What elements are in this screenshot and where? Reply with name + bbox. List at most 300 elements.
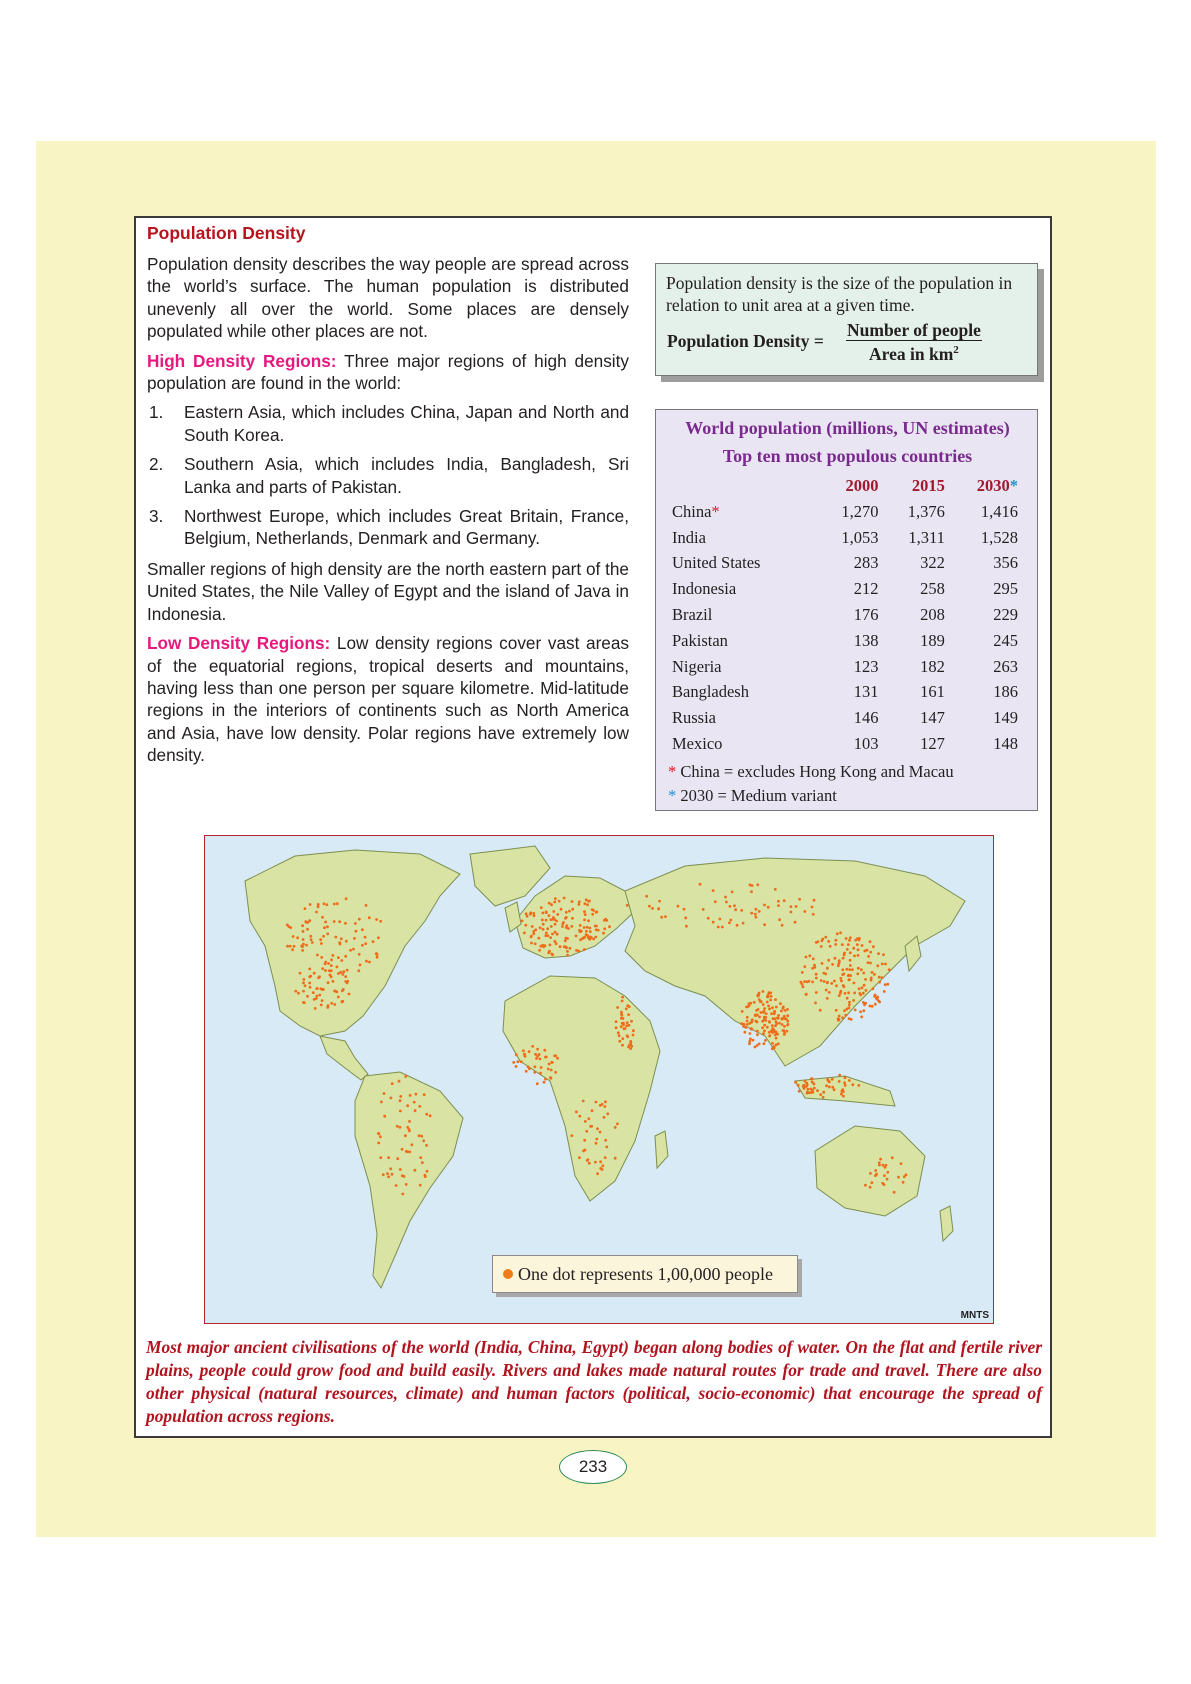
population-dot [632, 1034, 635, 1037]
population-dot [585, 930, 588, 933]
population-dot [756, 1021, 759, 1024]
population-dot [884, 983, 887, 986]
europe-landmass [515, 876, 635, 958]
population-dot [620, 1025, 623, 1028]
table-subtitle: Top ten most populous countries [722, 446, 973, 466]
population-dot [811, 967, 814, 970]
population-dot [348, 993, 351, 996]
population-dot [766, 995, 769, 998]
population-dot [773, 1010, 776, 1013]
population-dot [783, 1025, 786, 1028]
population-dot [626, 1004, 629, 1007]
population-dot [839, 992, 842, 995]
population-dot [525, 912, 528, 915]
population-dot [337, 996, 340, 999]
population-dot [803, 965, 806, 968]
population-dot [309, 986, 312, 989]
year-header: 2030* [976, 476, 1018, 495]
population-dot [320, 956, 323, 959]
world-population-map [204, 835, 994, 1324]
value-cell: 258 [920, 579, 945, 599]
text-column [147, 222, 629, 774]
population-dot [864, 1184, 867, 1187]
population-dot [714, 900, 717, 903]
population-dot [556, 933, 559, 936]
population-dot [542, 928, 545, 931]
population-dot [537, 937, 540, 940]
population-dot [333, 903, 336, 906]
population-dot [778, 918, 781, 921]
population-dot [614, 1157, 617, 1160]
population-dot [853, 955, 856, 958]
population-dot [741, 1010, 744, 1013]
population-dot [301, 924, 304, 927]
population-dot [340, 959, 343, 962]
population-dot [584, 1149, 587, 1152]
population-dot [834, 943, 837, 946]
population-dot [764, 1039, 767, 1042]
population-dot [364, 936, 367, 939]
population-dot [825, 989, 828, 992]
population-dot [608, 925, 611, 928]
population-dot [664, 915, 667, 918]
population-dot [626, 1035, 629, 1038]
population-dot [811, 1091, 814, 1094]
population-dot [783, 899, 786, 902]
population-dot [587, 1158, 590, 1161]
population-dot [591, 1109, 594, 1112]
population-dot [831, 1086, 834, 1089]
population-dot [565, 911, 568, 914]
population-dot [425, 1144, 428, 1147]
population-dot [817, 940, 820, 943]
population-dot [539, 926, 542, 929]
population-dot [354, 922, 357, 925]
map-svg [205, 836, 994, 1324]
value-cell: 322 [920, 553, 945, 573]
population-dot [888, 968, 891, 971]
population-dot [556, 913, 559, 916]
population-dot [863, 950, 866, 953]
population-dot [326, 933, 329, 936]
population-dot [625, 1024, 628, 1027]
population-dot [768, 1008, 771, 1011]
population-dot [325, 903, 328, 906]
population-dot [414, 1169, 417, 1172]
population-dot [327, 981, 330, 984]
population-dot [750, 890, 753, 893]
population-dot [763, 1007, 766, 1010]
population-dot [399, 1095, 402, 1098]
population-dot [386, 1172, 389, 1175]
population-dot [604, 1100, 607, 1103]
population-dot [824, 973, 827, 976]
population-dot [869, 1172, 872, 1175]
population-dot [377, 1142, 380, 1145]
population-dot [859, 1010, 862, 1013]
population-dot [881, 976, 884, 979]
population-dot [852, 999, 855, 1002]
population-dot [587, 919, 590, 922]
population-dot [549, 936, 552, 939]
population-dot [864, 978, 867, 981]
population-dot [830, 982, 833, 985]
population-dot [599, 1167, 602, 1170]
population-dot [877, 952, 880, 955]
population-dot [876, 964, 879, 967]
population-dot [801, 971, 804, 974]
population-dot [552, 910, 555, 913]
population-dot [324, 921, 327, 924]
population-dot [838, 994, 841, 997]
population-dot [848, 1079, 851, 1082]
definition-box [655, 263, 1038, 376]
population-dot [299, 972, 302, 975]
population-dot [869, 1005, 872, 1008]
country-cell: Russia [672, 708, 717, 728]
population-dot [599, 1131, 602, 1134]
population-dot [624, 1027, 627, 1030]
population-dot [534, 942, 537, 945]
value-cell: 149 [993, 708, 1018, 728]
population-dot [766, 1001, 769, 1004]
population-dot [554, 931, 557, 934]
population-dot [361, 944, 364, 947]
population-dot [375, 952, 378, 955]
population-dot [811, 981, 814, 984]
population-dot [816, 1089, 819, 1092]
population-dot [561, 925, 564, 928]
table-row [670, 576, 1020, 602]
population-dot [551, 953, 554, 956]
population-dot [318, 975, 321, 978]
map-legend [492, 1255, 798, 1293]
population-dot [845, 937, 848, 940]
population-dot [409, 1094, 412, 1097]
population-dot [745, 1006, 748, 1009]
population-dot [763, 1024, 766, 1027]
population-dot [534, 928, 537, 931]
value-cell: 103 [853, 734, 879, 754]
population-dot [292, 935, 295, 938]
definition-text: Population density is the size of the population in relation to unit area at a given time. [666, 273, 1013, 315]
population-dot [828, 1086, 831, 1089]
population-dot [361, 928, 364, 931]
population-dot [685, 925, 688, 928]
population-dot [291, 948, 294, 951]
population-dot [844, 1076, 847, 1079]
population-dot [883, 990, 886, 993]
population-dot [379, 1156, 382, 1159]
population-dot [771, 1006, 774, 1009]
population-dot [837, 964, 840, 967]
table-header-row [670, 473, 1020, 499]
value-cell: 263 [993, 656, 1018, 676]
population-dot [533, 914, 536, 917]
population-dot [603, 1105, 606, 1108]
population-dot [316, 954, 319, 957]
country-cell: Indonesia [672, 579, 737, 599]
population-dot [404, 1075, 407, 1078]
population-dot [779, 1002, 782, 1005]
list-text: Southern Asia, which includes India, Bangladesh, Sri Lanka and parts of Pakistan. [184, 454, 629, 497]
formula-fraction [846, 321, 982, 364]
population-dot [762, 1032, 765, 1035]
population-dot [790, 911, 793, 914]
population-dot [344, 922, 347, 925]
population-dot [578, 929, 581, 932]
population-dot [826, 981, 829, 984]
population-dot [304, 907, 307, 910]
population-dot [802, 986, 805, 989]
country-cell: Nigeria [672, 656, 722, 676]
population-dot [862, 1009, 865, 1012]
population-dot [767, 1005, 770, 1008]
population-dot [798, 1090, 801, 1093]
population-dot [763, 904, 766, 907]
population-dot [352, 948, 355, 951]
population-dot [886, 1178, 889, 1181]
population-dot [755, 1014, 758, 1017]
population-dot [808, 954, 811, 957]
population-dot [618, 1040, 621, 1043]
population-dot [838, 1080, 841, 1083]
population-dot [849, 959, 852, 962]
population-dot [840, 980, 843, 983]
population-dot [528, 1050, 531, 1053]
population-dot [596, 1172, 599, 1175]
population-dot [883, 1174, 886, 1177]
population-dot [587, 1117, 590, 1120]
population-dot [648, 905, 651, 908]
population-dot [582, 1100, 585, 1103]
population-dot [545, 932, 548, 935]
population-dot [558, 900, 561, 903]
population-dot [341, 973, 344, 976]
population-dot [756, 883, 759, 886]
population-dot [742, 922, 745, 925]
country-cell: India [672, 527, 706, 547]
population-dot [379, 920, 382, 923]
population-dot [380, 1101, 383, 1104]
population-dot [527, 1065, 530, 1068]
population-dot [777, 904, 780, 907]
population-dot [532, 932, 535, 935]
population-dot [756, 1033, 759, 1036]
value-cell: 1,311 [908, 527, 945, 547]
population-dot [827, 940, 830, 943]
population-dot [323, 902, 326, 905]
population-dot [874, 1174, 877, 1177]
population-dot [529, 913, 532, 916]
table-row [670, 551, 1020, 577]
population-dot [399, 1126, 402, 1129]
table-row [670, 654, 1020, 680]
population-dot [859, 992, 862, 995]
population-dot [405, 1150, 408, 1153]
population-dot [878, 1001, 881, 1004]
table-title: World population (millions, UN estimates) [685, 418, 1010, 438]
population-dot [297, 992, 300, 995]
australia-landmass [815, 1126, 925, 1216]
list-number: 2. [149, 454, 164, 475]
population-dot [752, 1039, 755, 1042]
population-dot [861, 986, 864, 989]
population-dot [338, 941, 341, 944]
population-dot [841, 973, 844, 976]
population-dot [584, 902, 587, 905]
africa-landmass [503, 976, 660, 1201]
figure-caption: Most major ancient civilisations of the world (India, China, Egypt) began along bodies of water. On the flat and fertile river plains, people could grow food and build easily. Rivers and lakes made natural routes for trade and travel. There are also other physical (natural resources, climate) and human factors (political, socio-economic) that encourage the spread of population across regions. [146, 1337, 1042, 1426]
population-dot [777, 900, 780, 903]
population-dot [626, 904, 629, 907]
population-dot [577, 950, 580, 953]
population-dot [797, 1084, 800, 1087]
population-dot [768, 1020, 771, 1023]
population-dot [601, 1103, 604, 1106]
population-table-box [655, 409, 1038, 811]
population-dot [820, 979, 823, 982]
population-dot [754, 913, 757, 916]
population-dot [621, 1037, 624, 1040]
population-dot [359, 964, 362, 967]
population-dot [878, 976, 881, 979]
population-dot [813, 1083, 816, 1086]
population-dot [308, 968, 311, 971]
population-dot [544, 1056, 547, 1059]
high-density-label: High Density Regions: [147, 350, 337, 371]
population-dot [857, 954, 860, 957]
population-dot [585, 898, 588, 901]
map-credit: MNTS [960, 1310, 989, 1321]
population-dot [677, 905, 680, 908]
population-dot [831, 963, 834, 966]
population-dot [333, 920, 336, 923]
population-dot [734, 908, 737, 911]
population-dot [835, 939, 838, 942]
population-dot [565, 916, 568, 919]
population-dot [396, 1157, 399, 1160]
population-dot [548, 914, 551, 917]
population-dot [821, 939, 824, 942]
population-dot [383, 1115, 386, 1118]
population-dot [846, 948, 849, 951]
population-dot [578, 903, 581, 906]
population-dot [849, 936, 852, 939]
population-dot [531, 1045, 534, 1048]
population-dot [874, 994, 877, 997]
population-dot [540, 906, 543, 909]
population-dot [413, 1101, 416, 1104]
population-dot [879, 1158, 882, 1161]
population-dot [774, 888, 777, 891]
population-dot [389, 1167, 392, 1170]
population-dot [345, 940, 348, 943]
population-dot [533, 1071, 536, 1074]
population-dot [308, 919, 311, 922]
population-dot [867, 961, 870, 964]
population-dot [829, 945, 832, 948]
population-dot [419, 1184, 422, 1187]
population-dot [387, 1156, 390, 1159]
population-dot [794, 1081, 797, 1084]
population-dot [601, 1164, 604, 1167]
population-dot [841, 1090, 844, 1093]
population-dot [418, 1105, 421, 1108]
population-dot [871, 1181, 874, 1184]
population-dot [746, 1023, 749, 1026]
high-density-list [147, 401, 629, 549]
population-dot [773, 1017, 776, 1020]
population-dot [560, 908, 563, 911]
population-dot [555, 920, 558, 923]
population-dot [570, 1134, 573, 1137]
population-dot [595, 911, 598, 914]
population-dot [334, 936, 337, 939]
population-dot [844, 1084, 847, 1087]
population-dot [541, 944, 544, 947]
population-dot [763, 923, 766, 926]
population-dot [396, 1125, 399, 1128]
value-cell: 176 [853, 605, 879, 625]
population-dot [563, 897, 566, 900]
smaller-regions-paragraph: Smaller regions of high density are the north eastern part of the United States, the Nile Valley of Egypt and the island of Java in Indonesia. [147, 558, 629, 624]
population-dot [399, 1099, 402, 1102]
population-dot [595, 1101, 598, 1104]
population-dot [773, 1046, 776, 1049]
population-dot [841, 1016, 844, 1019]
population-dot [751, 1028, 754, 1031]
population-dot [812, 913, 815, 916]
population-dot [768, 1034, 771, 1037]
population-dot [900, 1162, 903, 1165]
population-dot [805, 956, 808, 959]
population-dot [303, 1001, 306, 1004]
population-dot [848, 978, 851, 981]
population-dot [368, 916, 371, 919]
population-dot [415, 1093, 418, 1096]
population-dot [592, 938, 595, 941]
population-dot [808, 980, 811, 983]
population-dot [536, 1082, 539, 1085]
population-dot [534, 1065, 537, 1068]
population-dot [536, 1055, 539, 1058]
population-dot [805, 993, 808, 996]
population-dot [554, 1071, 557, 1074]
population-dot [424, 1175, 427, 1178]
population-dot [725, 901, 728, 904]
population-dot [869, 940, 872, 943]
population-dot [826, 997, 829, 1000]
population-dot [782, 1007, 785, 1010]
population-dot [729, 919, 732, 922]
population-dot [712, 889, 715, 892]
population-dot [878, 981, 881, 984]
population-dot [401, 1193, 404, 1196]
table-row [670, 525, 1020, 551]
population-dot [626, 1021, 629, 1024]
population-dot [515, 1065, 518, 1068]
population-dot [777, 1043, 780, 1046]
population-dot [848, 939, 851, 942]
population-dot [629, 1043, 632, 1046]
population-dot [420, 1135, 423, 1138]
population-dot [570, 925, 573, 928]
year-header: 2015 [911, 476, 945, 495]
list-item [147, 453, 629, 498]
population-dot [847, 1007, 850, 1010]
country-cell: Pakistan [672, 630, 728, 650]
